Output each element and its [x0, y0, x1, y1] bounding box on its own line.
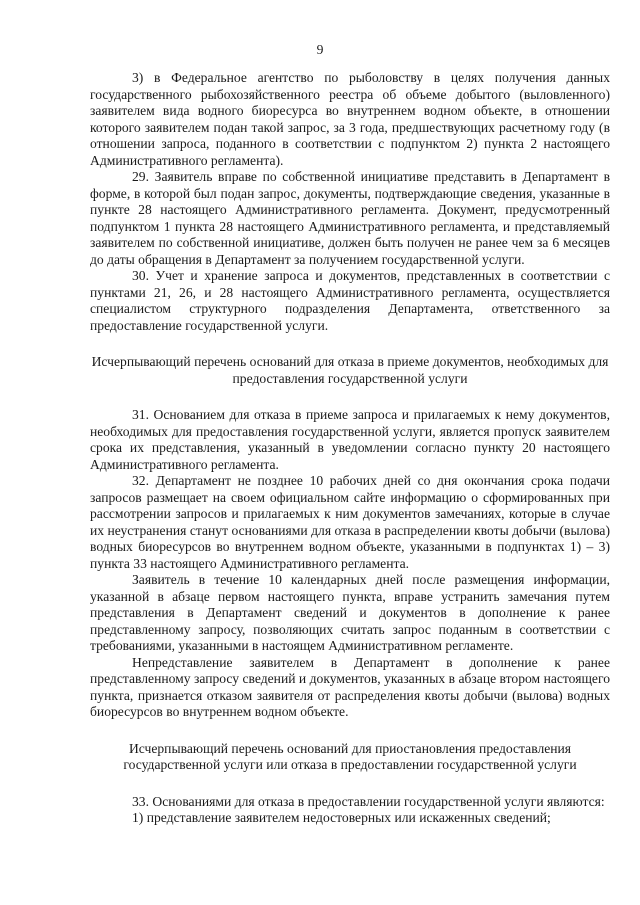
paragraph-28-3: 3) в Федеральное агентство по рыболовству в целях получения данных государственного рыбохозяйственного реестра об объеме добытого (выловленного) заявителем вида водного биоресурса во внутреннем водном объекте, в отношении которого заявителем подан такой запрос, за 3 года, предшествующих расчетному году (в отношении запроса, поданного в соответствии с подпунктом 2) пункта 2 настоящего Административного регламента).	[90, 70, 610, 168]
paragraph-32: 32. Департамент не позднее 10 рабочих дней со дня окончания срока подачи запросов размещает на своем официальном сайте информацию о сформированных при рассмотрении запросов и прилагаемых к ним документов замечаниях, которые в случае их неустранения станут основаниями для отказа в распределении квоты добычи (вылова) водных биоресурсов во внутреннем водном объекте, указанными в подпунктах 1) – 3) пункта 33 настоящего Административного регламента.	[90, 473, 610, 571]
paragraph-33-1: 1) представление заявителем недостоверных или искаженных сведений;	[132, 810, 551, 825]
paragraph-32-second: Заявитель в течение 10 календарных дней после размещения информации, указанной в абзаце первом настоящего пункта, вправе устранить замечания путем представления в Департамент сведений и документов в дополнение к ранее представленному запросу, позволяющих считать запрос поданным в соответствии с требованиями, указанными в настоящем Административном регламенте.	[90, 572, 610, 653]
paragraph-29: 29. Заявитель вправе по собственной инициативе представить в Департамент в форме, в которой был подан запрос, документы, подтверждающие сведения, указанные в пункте 28 настоящего Административного регламента. Документ, предусмотренный подпунктом 1 пункта 28 настоящего Административного регламента, и представляемый заявителем по собственной инициативе, должен быть получен не ранее чем за 6 месяцев до даты обращения в Департамент за получением государственной услуги.	[90, 169, 610, 267]
section-heading-refusal-acceptance: Исчерпывающий перечень оснований для отказа в приеме документов, необходимых для предоставления государственной услуги	[91, 354, 609, 386]
paragraph-31: 31. Основанием для отказа в приеме запроса и прилагаемых к нему документов, необходимых для предоставления государственной услуги, является пропуск заявителем срока их представления, указанный в уведомлении согласно пункту 20 настоящего Административного регламента.	[90, 407, 610, 472]
paragraph-32-third: Непредставление заявителем в Департамент в дополнение к ранее представленному запросу сведений и документов, указанных в абзаце втором настоящего пункта, признается отказом заявителя от распределения квоты добычи (вылова) водных биоресурсов во внутреннем водном объекте.	[90, 654, 610, 719]
section-heading-refusal-service: Исчерпывающий перечень оснований для приостановления предоставления государственной услуги или отказа в предоставлении государственной услуги	[123, 740, 577, 772]
document-body	[90, 70, 610, 827]
paragraph-30: 30. Учет и хранение запроса и документов, представленных в соответствии с пунктами 21, 26, и 28 настоящего Административного регламента, осуществляется специалистом структурного подразделения Департамента, ответственного за предоставление государственной услуги.	[90, 268, 610, 333]
paragraph-33: 33. Основаниями для отказа в предоставлении государственной услуги являются:	[132, 793, 605, 809]
page-number: 9	[316, 42, 324, 57]
